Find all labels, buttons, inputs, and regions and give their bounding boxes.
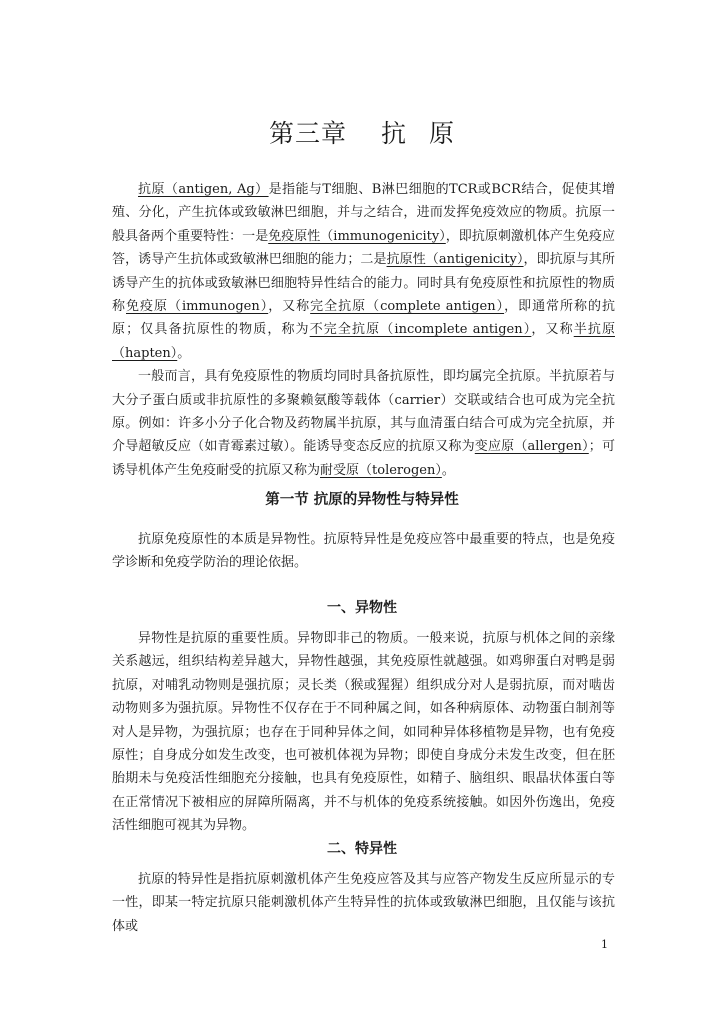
term-tolerogen: 耐受原（tolerogen） [320,462,442,478]
section1-paragraph: 抗原免疫原性的本质是异物性。抗原特异性是免疫应答中最重要的特点，也是免疫学诊断和免疫学防治的理论依据。 [112,532,615,571]
subsection-heading-1: 一、异物性 [327,600,397,616]
term-antigen: 抗原（antigen, Ag） [138,182,269,197]
subsection2-paragraph: 抗原的特异性是指抗原刺激机体产生免疫应答及其与应答产物发生反应所显示的专一性，即某一特定抗原只能刺激机体产生特异性的抗体或致敏淋巴细胞，且仅能与该抗体或 [112,872,615,934]
subsection1-paragraph: 异物性是抗原的重要性质。异物即非己的物质。一般来说，抗原与机体之间的亲缘关系越远，组织结构差异越大，异物性越强，其免疫原性就越强。如鸡卵蛋白对鸭是弱抗原，对哺乳动物则是强抗原；灵长类（猴或猩猩）组织成分对人是弱抗原，而对啮齿动物则多为强抗原。异物性不仅存在于不同种属之间，如各种病原体、动物蛋白制剂等对人是异物，为强抗原；也存在于同种异体之间，如同种异体移植物是异物，也有免疫原性；自身成分如发生改变，也可被机体视为异物；即使自身成分未发生改变，但在胚胎期未与免疫活性细胞充分接触，也具有免疫原性，如精子、脑组织、眼晶状体蛋白等在正常情况下被相应的屏障所隔离，并不与机体的免疫系统接触。如因外伤逸出，免疫活性细胞可视其为异物。 [112,631,615,834]
chapter-title-part1: 抗 [380,119,407,148]
chapter-title-part2: 原 [429,119,456,148]
term-incomplete-antigen: 不完全抗原（incomplete antigen） [309,322,532,338]
intro-paragraph-2: 一般而言，具有免疫原性的物质均同时具备抗原性，即均属完全抗原。半抗原若与大分子蛋白质或非抗原性的多聚赖氨酸等载体（carrier）交联或结合也可成为完全抗原。例如：许多小分子化合物及药物属半抗原，其与血清蛋白结合可成为完全抗原，并介导超敏反应（如青霉素过敏）。能诱导变态反应的抗原又称为变应原（allergen）；可诱导机体产生免疫耐受的抗原又称为耐受原（tolerogen）。 [112,369,615,478]
subsection-heading-2: 二、特异性 [327,841,397,857]
intro-paragraph-1: 抗原（antigen, Ag）是指能与T细胞、B淋巴细胞的TCR或BCR结合，促使其增殖、分化，产生抗体或致敏淋巴细胞，并与之结合，进而发挥免疫效应的物质。抗原一般具备两个重要特性：一是免疫原性（immunogenicity），即抗原刺激机体产生免疫应答，诱导产生抗体或致敏淋巴细胞的能力；二是抗原性（antigenicity），即抗原与其所诱导产生的抗体或致敏淋巴细胞特异性结合的能力。同时具有免疫原性和抗原性的物质称免疫原（immunogen），又称完全抗原（complete antigen），即通常所称的抗原；仅具备抗原性的物质，称为不完全抗原（incomplete antigen），又称半抗原（hapten）。 [112,182,615,361]
intro-block [112,178,615,482]
chapter-title [0,114,724,150]
term-immunogenicity: 免疫原性（immunogenicity） [268,228,446,244]
subsection1-block [112,627,615,838]
term-antigenicity: 抗原性（antigenicity） [386,252,524,268]
term-complete-antigen: 完全抗原（complete antigen） [310,299,505,315]
term-immunogen: 免疫原（immunogen） [126,299,269,315]
section-heading-1: 第一节 抗原的异物性与特异性 [265,492,459,508]
section1-block [112,528,615,575]
term-hapten: 半抗原（hapten） [112,322,615,361]
term-allergen: 变应原（allergen） [474,439,589,455]
chapter-number: 第三章 [268,119,347,148]
subsection2-block [112,868,615,938]
page-number: 1 [601,938,608,951]
